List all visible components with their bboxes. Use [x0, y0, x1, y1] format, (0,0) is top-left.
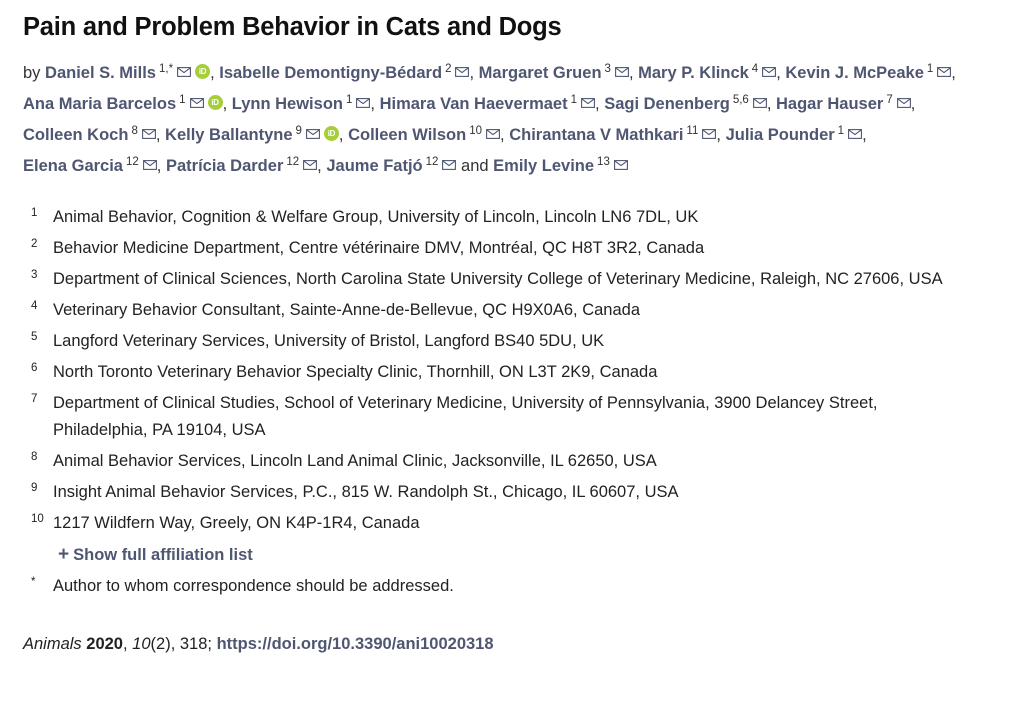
affiliation-item: [23, 359, 973, 386]
correspondence-text: Author to whom correspondence should be addressed.: [53, 577, 454, 595]
affiliation-item: [23, 390, 973, 444]
correspondence-note: [23, 573, 973, 600]
affiliation-number: 4: [31, 300, 38, 312]
doi-link[interactable]: https://doi.org/10.3390/ani10020318: [216, 635, 494, 653]
author-name[interactable]: Patrícia Darder: [165, 157, 284, 175]
author-name[interactable]: Kevin J. McPeake: [785, 64, 924, 82]
author-item: [45, 64, 210, 82]
author-item: [219, 64, 469, 82]
article-title: Pain and Problem Behavior in Cats and Dogs: [23, 13, 562, 41]
mail-icon[interactable]: [486, 129, 500, 139]
citation-issue: (2), 318;: [150, 635, 217, 653]
affiliation-number: 3: [31, 269, 38, 281]
author-name[interactable]: Lynn Hewison: [231, 95, 343, 113]
author-affiliation-sup: 12: [286, 156, 300, 168]
mail-icon[interactable]: [143, 160, 157, 170]
author-item: [479, 64, 629, 82]
author-item: [232, 95, 371, 113]
author-name[interactable]: Kelly Ballantyne: [165, 126, 293, 144]
author-item: [23, 126, 156, 144]
affiliation-number: 9: [31, 482, 38, 494]
show-full-affiliation-label: Show full affiliation list: [73, 546, 253, 564]
author-affiliation-sup: 8: [131, 125, 138, 137]
mail-icon[interactable]: [753, 98, 767, 108]
affiliation-item: [23, 204, 973, 231]
author-affiliation-sup: 1: [179, 94, 186, 106]
mail-icon[interactable]: [306, 129, 320, 139]
author-name[interactable]: Julia Pounder: [725, 126, 835, 144]
author-affiliation-sup: 1,*: [158, 63, 174, 75]
author-affiliation-sup: 2: [445, 63, 452, 75]
author-affiliation-sup: 7: [886, 94, 893, 106]
author-name[interactable]: Elena Garcia: [23, 157, 123, 175]
author-affiliation-sup: 4: [751, 63, 759, 75]
author-name[interactable]: Ana Maria Barcelos: [23, 95, 177, 113]
author-name[interactable]: Mary P. Klinck: [638, 64, 749, 82]
author-item: [509, 126, 716, 144]
citation-volume: 10: [132, 635, 151, 653]
author-item: [326, 157, 456, 175]
author-item: [165, 126, 339, 144]
citation-year: 2020: [86, 635, 123, 653]
author-item: [166, 157, 317, 175]
author-list: by Daniel S. Mills $^{1,*}$ iD , Isabelle Demontigny-Bédard $^2$ , Margaret Gruen $^3$ , Mary P. Klinck $^4$ , Kevin J. McPeake $^1$ , Ana Maria Barcelos $^1$ iD , Lynn Hewison $^1$ , Himara Van Haevermaet $^1$ , Sagi Denenberg $^{5,6}$ , Hagar Hauser $^7$ , Colleen Koch $^8$ , Kelly Ballantyne $^9$ iD , Colleen Wilson $^{10}$ , Chirantana V Mathkari $^{11}$ , Julia Pounder $^1$ , Elena Garcia $^{12}$ , Patrícia Darder $^{12}$ , Jaume Fatjó $^{12}$ and Emily Levine $^{13}$: [23, 63, 956, 175]
mail-icon[interactable]: [614, 160, 628, 170]
author-name[interactable]: Daniel S. Mills: [45, 64, 156, 82]
author-name[interactable]: Hagar Hauser: [776, 95, 884, 113]
affiliation-text: Department of Clinical Sciences, North Carolina State University College of Veterinary Medicine, Raleigh, NC 27606, USA: [53, 270, 943, 288]
author-name[interactable]: Jaume Fatjó: [326, 157, 423, 175]
affiliation-text: Langford Veterinary Services, University of Bristol, Langford BS40 5DU, UK: [53, 332, 605, 350]
author-name[interactable]: Sagi Denenberg: [604, 95, 730, 113]
author-name[interactable]: Isabelle Demontigny-Bédard: [219, 64, 443, 82]
affiliation-item: [23, 479, 973, 506]
mail-icon[interactable]: [615, 67, 629, 77]
correspondence-marker: *: [31, 576, 36, 588]
affiliation-text: Behavior Medicine Department, Centre vétérinaire DMV, Montréal, QC H8T 3R2, Canada: [53, 239, 705, 257]
affiliation-number: 1: [31, 207, 38, 219]
mail-icon[interactable]: [702, 129, 716, 139]
author-affiliation-sup: 11: [686, 125, 699, 137]
author-item: [785, 64, 951, 82]
author-affiliation-sup: 3: [604, 63, 611, 75]
affiliation-item: [23, 266, 973, 293]
plus-icon: +: [58, 544, 70, 565]
author-affiliation-sup: 5,6: [732, 94, 749, 106]
affiliation-number: 8: [31, 451, 38, 463]
affiliation-number: 2: [31, 238, 38, 250]
by-label: by: [23, 64, 41, 82]
mail-icon[interactable]: [303, 160, 317, 170]
affiliation-item: [23, 510, 973, 537]
author-affiliation-sup: 1: [345, 94, 353, 106]
mail-icon[interactable]: [897, 98, 911, 108]
mail-icon[interactable]: [848, 129, 862, 139]
author-name[interactable]: Colleen Koch: [23, 126, 129, 144]
mail-icon[interactable]: [455, 67, 469, 77]
author-name[interactable]: Chirantana V Mathkari: [509, 126, 684, 144]
citation-journal: Animals: [23, 635, 82, 653]
citation: Animals 2020, 10(2), 318; https://doi.org/10.3390/ani10020318: [23, 635, 494, 653]
mail-icon[interactable]: [142, 129, 156, 139]
author-item: [638, 64, 776, 82]
affiliation-text: Insight Animal Behavior Services, P.C., 815 W. Randolph St., Chicago, IL 60607, USA: [53, 483, 679, 501]
author-affiliation-sup: 1: [570, 94, 578, 106]
affiliation-text: Veterinary Behavior Consultant, Sainte-Anne-de-Bellevue, QC H9X0A6, Canada: [53, 301, 641, 319]
affiliation-text: Animal Behavior, Cognition & Welfare Group, University of Lincoln, Lincoln LN6 7DL, UK: [53, 208, 699, 226]
mail-icon[interactable]: [356, 98, 370, 108]
orcid-icon[interactable]: iD: [324, 126, 339, 141]
author-affiliation-sup: 1: [926, 63, 934, 75]
mail-icon[interactable]: [762, 67, 776, 77]
mail-icon[interactable]: [937, 67, 951, 77]
author-affiliation-sup: 12: [125, 156, 139, 168]
author-affiliation-sup: 1: [837, 125, 845, 137]
mail-icon[interactable]: [190, 98, 204, 108]
author-item: [604, 95, 767, 113]
author-affiliation-sup: 12: [425, 156, 439, 168]
show-full-affiliation-button[interactable]: [58, 541, 973, 569]
affiliation-number: 7: [31, 393, 38, 405]
orcid-icon[interactable]: iD: [208, 95, 223, 110]
affiliation-number: 10: [31, 513, 44, 525]
author-name[interactable]: Himara Van Haevermaet: [379, 95, 568, 113]
mail-icon[interactable]: [177, 67, 191, 77]
author-name[interactable]: Colleen Wilson: [348, 126, 467, 144]
mail-icon[interactable]: [581, 98, 595, 108]
affiliation-item: [23, 297, 973, 324]
affiliation-text: Department of Clinical Studies, School of Veterinary Medicine, University of Pennsylvania, 3900 Delancey Street, Philadelphia, PA 19104, USA: [53, 394, 878, 439]
affiliation-item: [23, 448, 973, 475]
author-item: [23, 157, 157, 175]
affiliation-text: Animal Behavior Services, Lincoln Land Animal Clinic, Jacksonville, IL 62650, USA: [53, 452, 657, 470]
author-item: [726, 126, 863, 144]
author-affiliation-sup: 10: [469, 125, 483, 137]
affiliation-number: 6: [31, 362, 38, 374]
author-item: [776, 95, 911, 113]
author-affiliation-sup: 13: [597, 156, 610, 168]
author-affiliation-sup: 9: [295, 125, 302, 137]
and-label: and: [461, 157, 489, 175]
author-item: [348, 126, 500, 144]
affiliation-item: [23, 235, 973, 262]
author-name[interactable]: Margaret Gruen: [478, 64, 602, 82]
author-name[interactable]: Emily Levine: [493, 157, 595, 175]
author-item: [493, 157, 628, 175]
orcid-icon[interactable]: iD: [195, 64, 210, 79]
mail-icon[interactable]: [442, 160, 456, 170]
affiliation-number: 5: [31, 331, 38, 343]
affiliation-item: [23, 328, 973, 355]
author-item: [23, 95, 223, 113]
author-item: [380, 95, 595, 113]
affiliation-text: North Toronto Veterinary Behavior Specialty Clinic, Thornhill, ON L3T 2K9, Canada: [53, 363, 658, 381]
affiliation-list: [23, 204, 973, 537]
affiliation-text: 1217 Wildfern Way, Greely, ON K4P-1R4, Canada: [53, 514, 420, 532]
